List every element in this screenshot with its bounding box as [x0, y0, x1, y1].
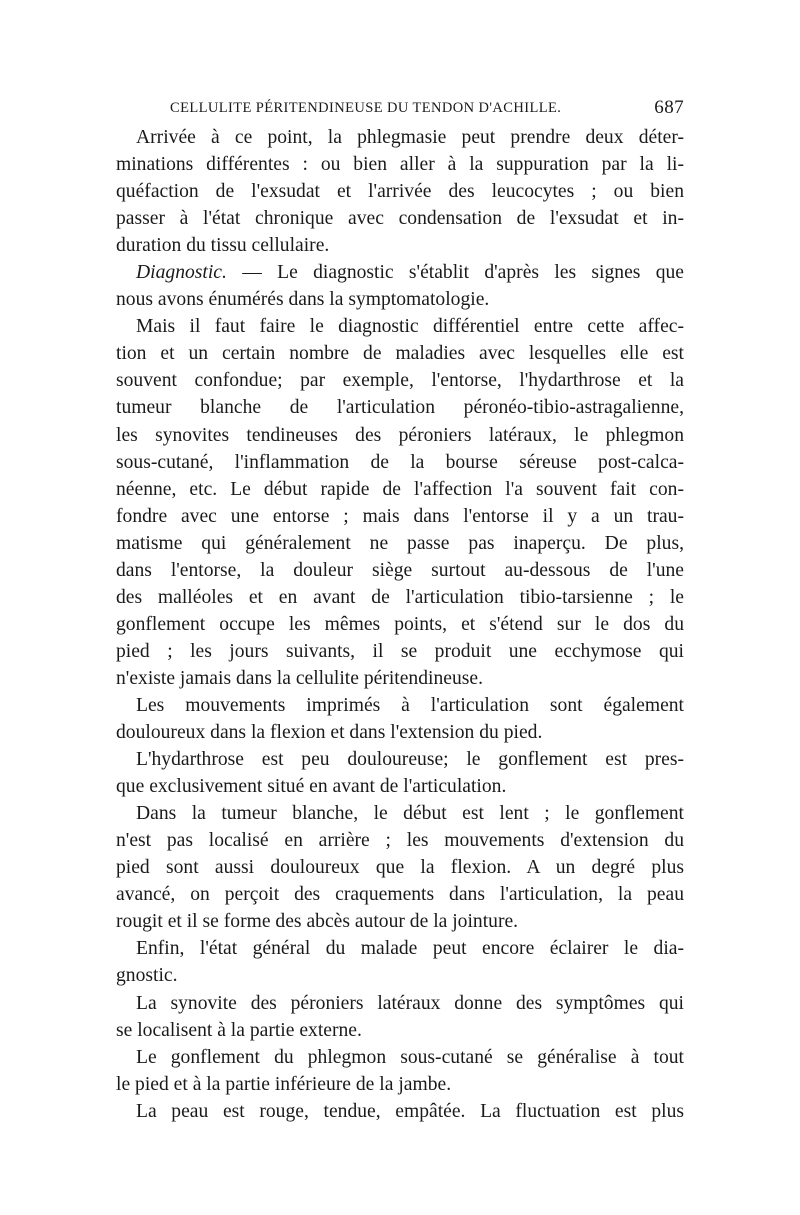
page-number: 687 [654, 97, 684, 118]
running-title: CELLULITE PÉRITENDINEUSE DU TENDON D'ACHILLE. [170, 100, 562, 116]
text-line: Mais il faut faire le diagnostic différentiel entre cette affec- [136, 316, 684, 338]
text-line: passer à l'état chronique avec condensation de l'exsudat et in- [116, 208, 684, 230]
text-line: des malléoles et en avant de l'articulation tibio-tarsienne ; le [116, 586, 684, 608]
text-line: tion et un certain nombre de maladies avec lesquelles elle est [116, 343, 684, 365]
text-line: L'hydarthrose est peu douloureuse; le gonflement est pres- [136, 749, 684, 771]
text-line: le pied et à la partie inférieure de la jambe. [116, 1073, 452, 1095]
text-line: matisme qui généralement ne passe pas inaperçu. De plus, [116, 532, 684, 554]
text-line: n'existe jamais dans la cellulite péritendineuse. [116, 667, 483, 689]
text-line: dans l'entorse, la douleur siège surtout au-dessous de l'une [116, 559, 684, 581]
text-line: tumeur blanche de l'articulation péronéo-tibio-astragalienne, [116, 397, 684, 419]
text-line: n'est pas localisé en arrière ; les mouvements d'extension du [116, 830, 684, 852]
text-line: La synovite des péroniers latéraux donne des symptômes qui [136, 992, 684, 1014]
text-line: les synovites tendineuses des péroniers latéraux, le phlegmon [116, 424, 684, 446]
text-line: quéfaction de l'exsudat et l'arrivée des leucocytes ; ou bien [116, 181, 684, 203]
text-line: Diagnostic. — Le diagnostic s'établit d'après les signes que [136, 262, 684, 284]
running-header [170, 96, 684, 120]
text-line: Arrivée à ce point, la phlegmasie peut prendre deux déter- [136, 127, 684, 148]
text-line: souvent confondue; par exemple, l'entorse, l'hydarthrose et la [116, 370, 684, 392]
text-line: néenne, etc. Le début rapide de l'affection l'a souvent fait con- [116, 478, 684, 500]
text-line: La peau est rouge, tendue, empâtée. La fluctuation est plus [136, 1100, 684, 1122]
text-line: fondre avec une entorse ; mais dans l'entorse il y a un trau- [116, 505, 684, 527]
text-line: douloureux dans la flexion et dans l'extension du pied. [116, 722, 543, 744]
section-heading: Diagnostic. [136, 262, 227, 284]
text-line: Enfin, l'état général du malade peut encore éclairer le dia- [136, 938, 684, 960]
text-line: minations différentes : ou bien aller à la suppuration par la li- [116, 154, 684, 176]
text-line: duration du tissu cellulaire. [116, 235, 330, 257]
text-line: se localisent à la partie externe. [116, 1019, 362, 1041]
text-line: Les mouvements imprimés à l'articulation sont également [136, 694, 684, 716]
text-line: gonflement occupe les mêmes points, et s'étend sur le dos du [116, 613, 684, 635]
text-line: pied sont aussi douloureux que la flexion. A un degré plus [116, 857, 684, 879]
text-line: pied ; les jours suivants, il se produit une ecchymose qui [116, 640, 684, 662]
text-line: avancé, on perçoit des craquements dans l'articulation, la peau [116, 884, 684, 906]
text-line: sous-cutané, l'inflammation de la bourse séreuse post-calca- [116, 451, 684, 473]
text-line: que exclusivement situé en avant de l'articulation. [116, 776, 507, 798]
text-line: rougit et il se forme des abcès autour de la jointure. [116, 911, 519, 933]
text-line: gnostic. [116, 965, 178, 987]
text-line: Dans la tumeur blanche, le début est lent ; le gonflement [136, 803, 684, 825]
text-line: Le gonflement du phlegmon sous-cutané se généralise à tout [136, 1046, 684, 1068]
body-text [116, 124, 684, 1125]
text-line: nous avons énumérés dans la symptomatologie. [116, 289, 490, 311]
